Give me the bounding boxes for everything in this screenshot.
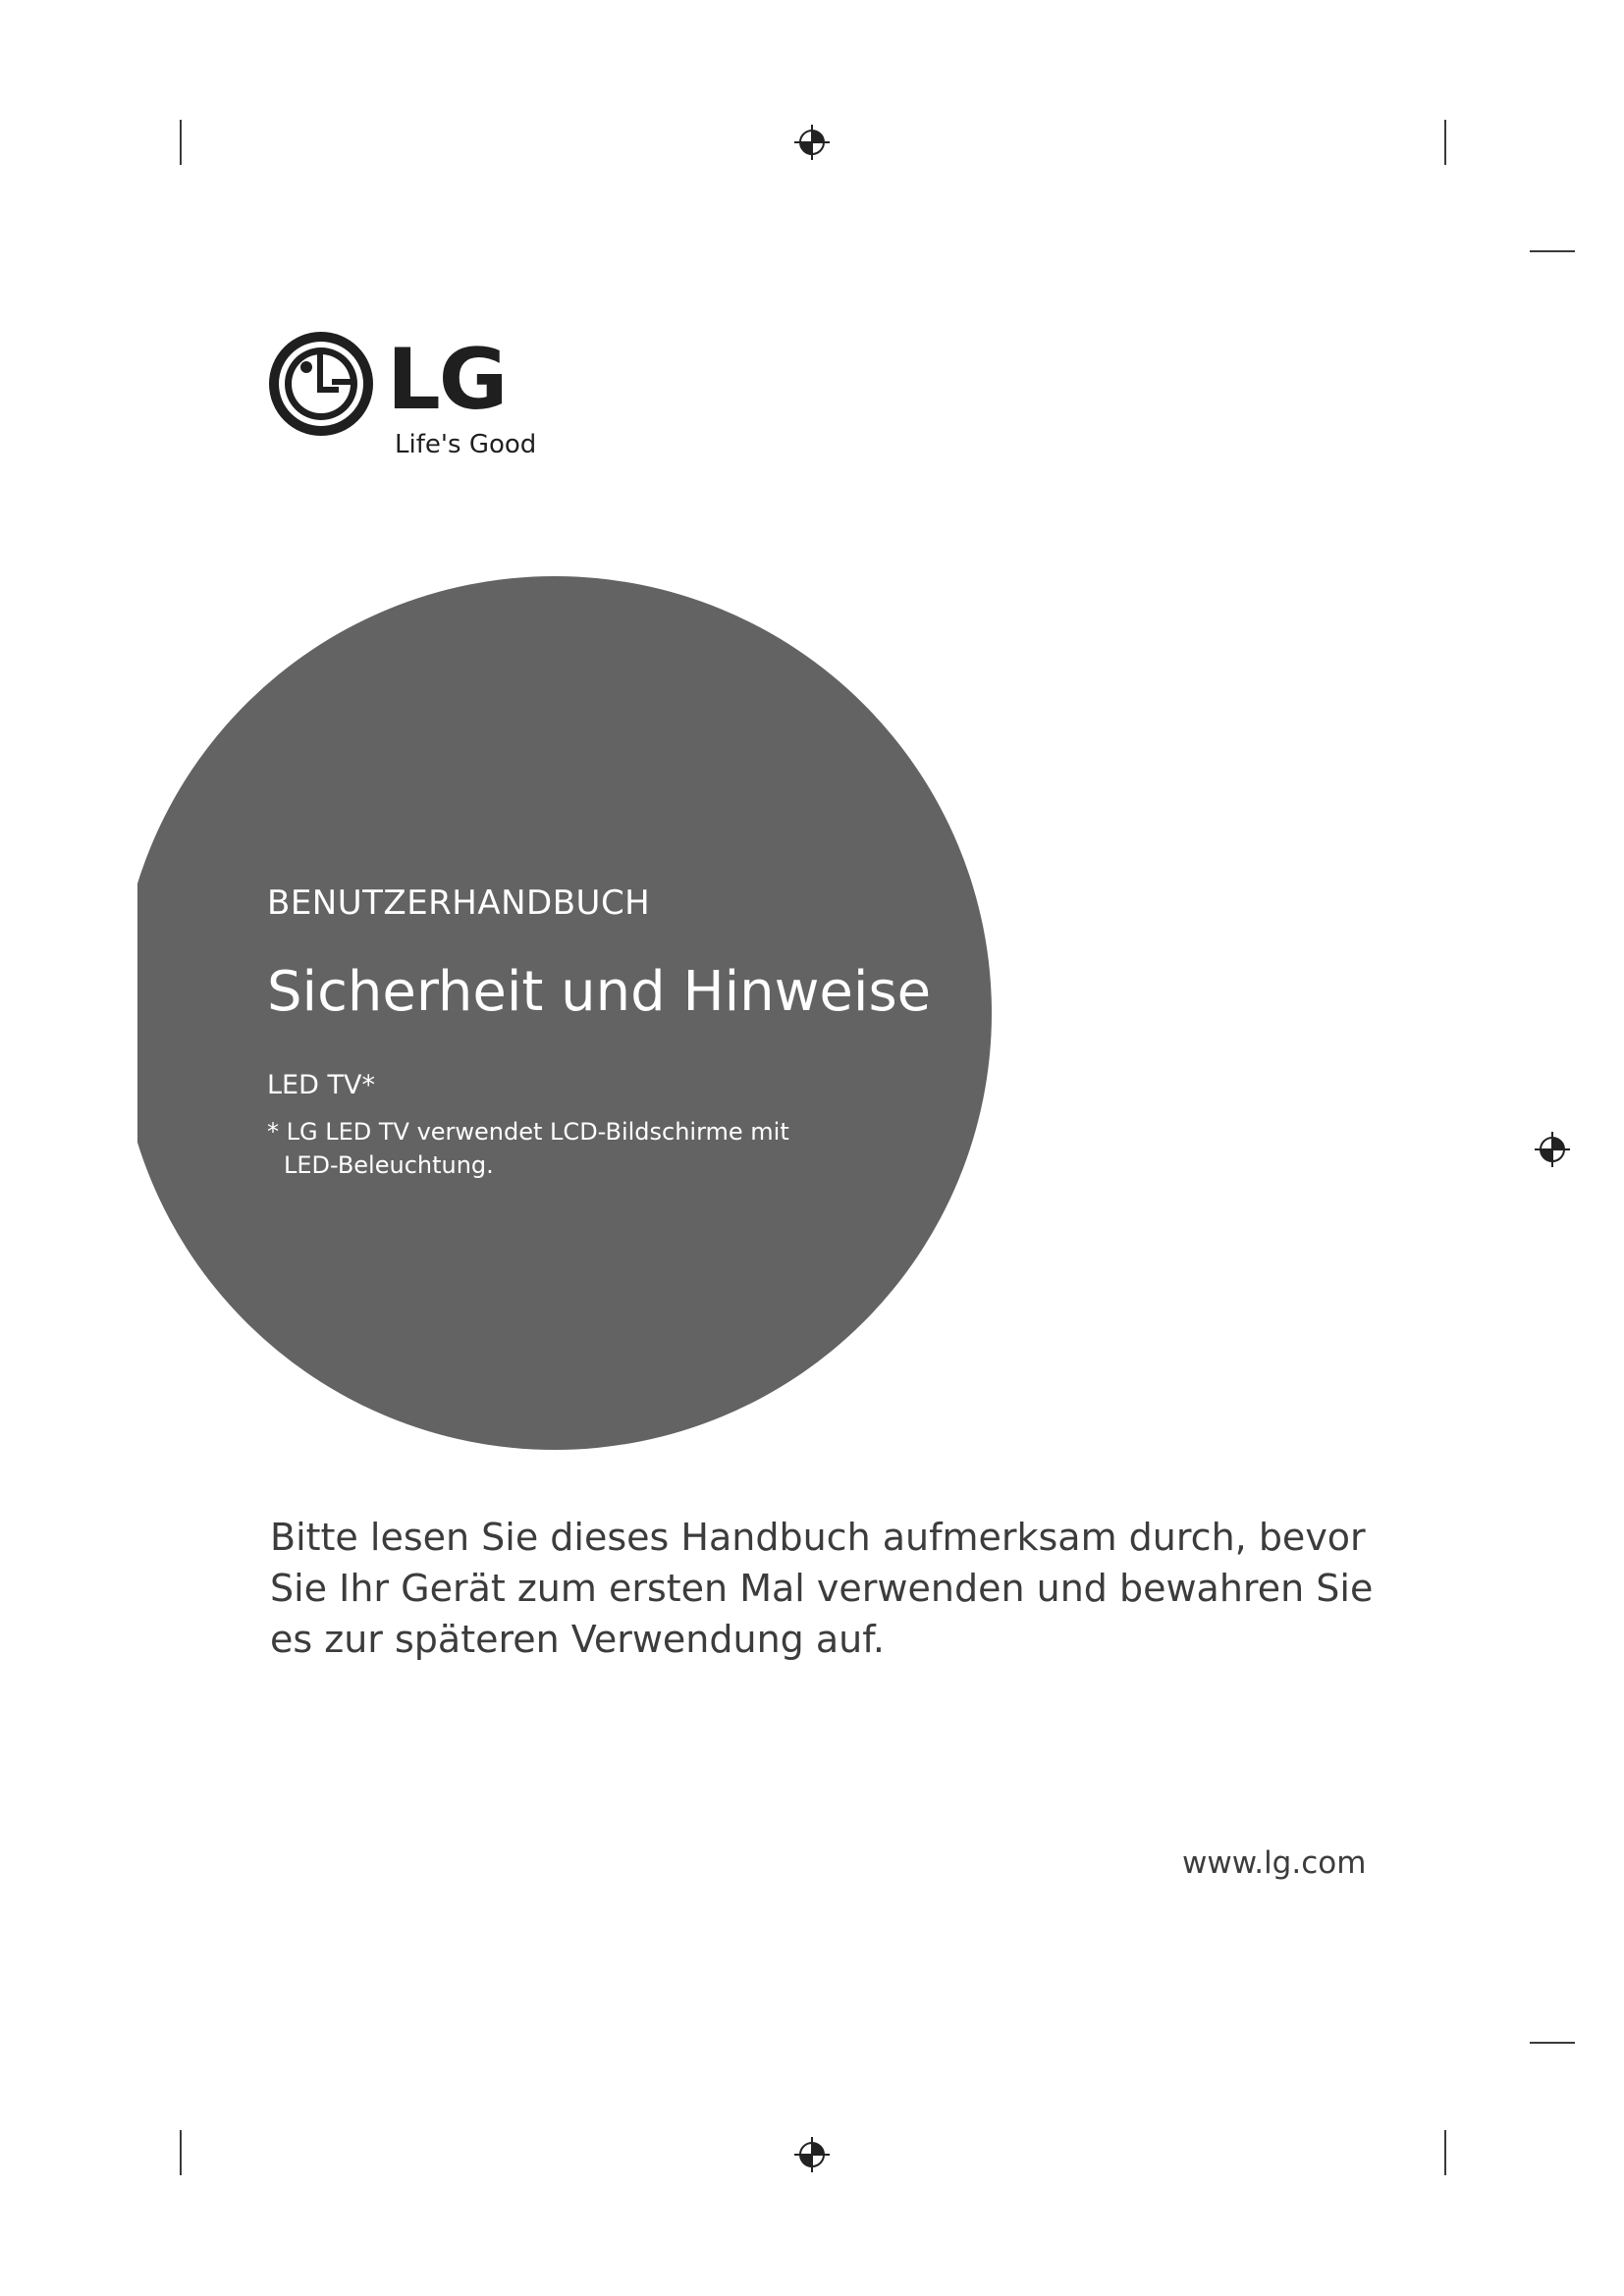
- crop-mark-top-left: [180, 120, 182, 165]
- instructions-line: es zur späteren Verwendung auf.: [270, 1618, 885, 1661]
- instructions-line: Sie Ihr Gerät zum ersten Mal verwenden und bewahren Sie: [270, 1567, 1374, 1610]
- document-type: BENUTZERHANDBUCH: [267, 883, 651, 923]
- cover-circle-left-edge: [0, 0, 137, 2296]
- registration-target-icon: [1534, 1131, 1571, 1168]
- crop-mark-top-right: [1444, 120, 1446, 165]
- document-title: Sicherheit und Hinweise: [267, 960, 932, 1024]
- crop-mark-bottom-right: [1444, 2130, 1446, 2175]
- crop-mark-right-bottom: [1530, 2042, 1575, 2044]
- registration-target-icon: [793, 124, 831, 161]
- product-footnote: [267, 1115, 789, 1182]
- lg-face-emblem-icon: [267, 330, 375, 438]
- crop-mark-bottom-left: [180, 2130, 182, 2175]
- lg-tagline: Life's Good: [395, 430, 537, 459]
- lg-logo: [267, 330, 562, 477]
- footnote-line: * LG LED TV verwendet LCD-Bildschirme mit: [267, 1118, 789, 1146]
- footnote-line: LED-Beleuchtung.: [284, 1151, 494, 1179]
- website-url: www.lg.com: [1182, 1845, 1367, 1881]
- registration-target-icon: [793, 2136, 831, 2173]
- product-name: LED TV*: [267, 1070, 375, 1100]
- reading-instructions: [270, 1512, 1374, 1665]
- lg-wordmark: LG: [387, 331, 507, 429]
- instructions-line: Bitte lesen Sie dieses Handbuch aufmerksam durch, bevor: [270, 1516, 1366, 1559]
- crop-mark-right-top: [1530, 250, 1575, 252]
